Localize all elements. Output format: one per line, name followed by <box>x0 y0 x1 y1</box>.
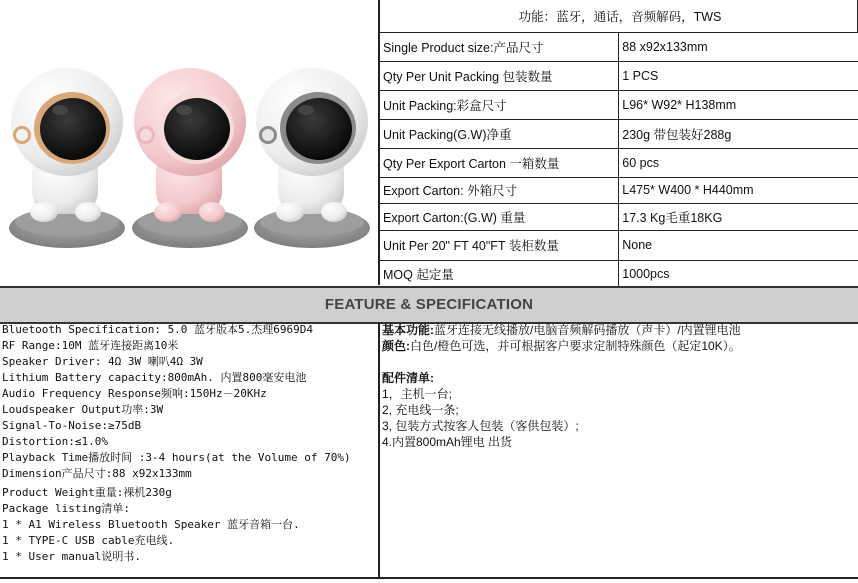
table-row <box>380 119 858 148</box>
list-item: Product Weight重量:裸机230g <box>2 486 172 499</box>
list-item: RF Range:10M 蓝牙连接距离10米 <box>2 339 179 352</box>
divider-bottom <box>0 577 858 579</box>
table-row <box>380 203 858 230</box>
list-item: 1 * User manual说明书. <box>2 550 141 563</box>
speaker-white-grey <box>254 68 370 248</box>
function-label: 基本功能: <box>382 323 434 337</box>
table-row <box>380 177 858 203</box>
bottom-section <box>0 322 858 577</box>
spec-value: L96* W92* H138mm <box>619 90 858 119</box>
spec-label: MOQ 起定量 <box>380 260 619 288</box>
spec-label: Unit Packing:彩盒尺寸 <box>380 90 619 119</box>
notes-panel <box>382 322 858 450</box>
spec-value: 1000pcs <box>619 260 858 288</box>
list-item: 4.内置800mAh锂电 出货 <box>382 435 513 449</box>
table-row <box>380 61 858 90</box>
spec-table-header-row <box>380 0 858 32</box>
list-item: Signal-To-Noise:≥75dB <box>2 419 142 432</box>
table-row <box>380 90 858 119</box>
list-item: Audio Frequency Response频响:150Hz－20KHz <box>2 387 267 400</box>
spec-label: Qty Per Unit Packing 包装数量 <box>380 61 619 90</box>
product-photo <box>0 0 378 284</box>
spec-value: 17.3 Kg毛重18KG <box>619 203 858 230</box>
spec-value: 88 x92x133mm <box>619 32 858 61</box>
list-item: Bluetooth Specification: 5.0 蓝牙版本5.杰理6969D4 <box>2 323 314 336</box>
table-row <box>380 260 858 288</box>
spec-label: Unit Per 20" FT 40"FT 装柜数量 <box>380 230 619 260</box>
spacer <box>382 354 858 370</box>
feature-title: FEATURE & SPECIFICATION <box>324 296 534 313</box>
list-item: Lithium Battery capacity:800mAh. 内置800毫安电池 <box>2 371 307 384</box>
spec-value: 60 pcs <box>619 148 858 177</box>
function-text: 蓝牙连接无线播放/电脑音频解码播放（声卡）/内置锂电池 <box>434 323 741 337</box>
list-item: Speaker Driver: 4Ω 3W 喇叭4Ω 3W <box>2 355 203 368</box>
spec-table <box>380 0 858 289</box>
astronaut-speakers-illustration <box>0 0 378 284</box>
speaker-pink <box>132 68 248 248</box>
list-item: Playback Time播放时间 :3-4 hours(at the Volume of 70%) <box>2 451 351 464</box>
spec-label: Export Carton: 外箱尺寸 <box>380 177 619 203</box>
spec-label: Unit Packing(G.W)净重 <box>380 119 619 148</box>
list-item: Loudspeaker Output功率:3W <box>2 403 164 416</box>
list-item: Distortion:≤1.0% <box>2 435 108 448</box>
color-line <box>382 338 858 354</box>
list-item: 1 * A1 Wireless Bluetooth Speaker 蓝牙音箱一台. <box>2 518 300 531</box>
top-section <box>0 0 858 286</box>
table-row <box>380 230 858 260</box>
list-item: 2, 充电线一条; <box>382 403 459 417</box>
spec-label: Single Product size:产品尺寸 <box>380 32 619 61</box>
table-row <box>380 148 858 177</box>
divider-vertical-bottom <box>378 322 380 577</box>
list-item: Package listing清单: <box>2 502 130 515</box>
list-item: 1 * TYPE-C USB cable充电线. <box>2 534 175 547</box>
spec-value: L475* W400 * H440mm <box>619 177 858 203</box>
list-item: 1，主机一台; <box>382 387 453 401</box>
color-label: 颜色: <box>382 339 410 353</box>
spec-value: 230g 带包装好288g <box>619 119 858 148</box>
function-line <box>382 322 858 338</box>
list-item: Dimension产品尺寸:88 x92x133mm <box>2 467 192 480</box>
speaker-white-rosegold <box>9 68 125 248</box>
spec-table-header: 功能：蓝牙，通话，音频解码，TWS <box>380 0 858 32</box>
spec-value: 1 PCS <box>619 61 858 90</box>
accessory-list-title: 配件清单: <box>382 371 434 385</box>
spec-value: None <box>619 230 858 260</box>
table-row <box>380 32 858 61</box>
spec-label: Qty Per Export Carton 一箱数量 <box>380 148 619 177</box>
color-text: 白色/橙色可选，并可根据客户要求定制特殊颜色（起定10K）。 <box>410 339 741 353</box>
spec-list <box>2 322 376 565</box>
feature-section-bar <box>0 286 858 324</box>
spec-label: Export Carton:(G.W) 重量 <box>380 203 619 230</box>
list-item: 3, 包装方式按客人包装（客供包装）; <box>382 419 579 433</box>
